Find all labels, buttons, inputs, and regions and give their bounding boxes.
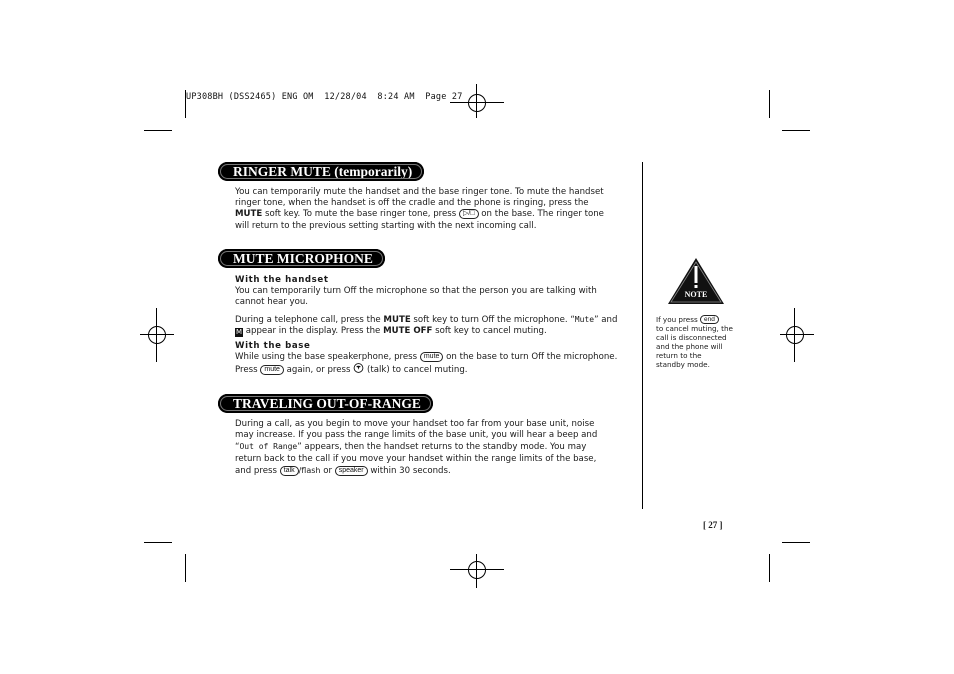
talk-key: talk [280,466,299,476]
print-slug: UP308BH (DSS2465) ENG OM 12/28/04 8:24 AM Page 27 [186,92,463,102]
page-number: [ 27 ] [703,520,723,530]
mute-key: mute [420,352,444,362]
crop-mark [185,90,186,118]
note-text: If you press end to cancel muting, the call is disconnected and the phone will return to the standby mode. [656,315,733,369]
mute-display-icon: M [235,327,243,336]
crop-mark [769,90,770,118]
section-heading-ringer-mute: RINGER MUTE (temporarily) [218,162,424,181]
note-warning-icon [666,256,726,306]
speaker-key: speaker [335,466,368,476]
out-of-range-paragraph: During a call, as you begin to move your handset too far from your base unit, noise may increase. If you pass the range limits of the base unit, you will hear a beep and “Out of Range” appears, then the handset returns to the standby mode. You may return back to the call if you move your handset within the range limits of the base, and press talk /flash or speaker within 30 seconds. [235,419,598,476]
talk-phone-icon [353,363,364,377]
crop-mark [769,554,770,582]
crop-mark [782,542,810,543]
play-stop-key: ▷/□ [459,209,479,219]
crop-mark [144,542,172,543]
note-label: NOTE [684,290,708,299]
subheading-with-base: With the base [235,341,311,352]
mute-key: mute [260,365,284,375]
subheading-with-handset: With the handset [235,275,329,285]
crop-mark [185,554,186,582]
crop-mark [782,130,810,131]
end-key: end [700,315,719,324]
column-divider [642,162,643,509]
crop-mark [144,130,172,131]
mute-microphone-body: With the handset You can temporarily turn Off the microphone so that the person you are talking with cannot hear you. During a telephone call, press the MUTE soft key to turn Off the microphone. “Mute” and M appear in the display. Press the MUTE OFF soft key to cancel muting. With the base While using the base speakerphone, press mute on the base to turn Off the microphone. Press mute again, or press (talk) to cancel muting. [235,275,635,378]
section-heading-mute-microphone: MUTE MICROPHONE [218,249,385,268]
section-heading-out-of-range: TRAVELING OUT-OF-RANGE [218,394,433,413]
ringer-mute-paragraph: You can temporarily mute the handset and the base ringer tone. To mute the handset ringer tone, when the handset is off the cradle and the phone is ringing, press the MUTE soft key. To mute the base ringer tone, press ▷/□ on the base. The ringer tone will return to the previous setting starting with the next incoming call. [235,187,604,231]
